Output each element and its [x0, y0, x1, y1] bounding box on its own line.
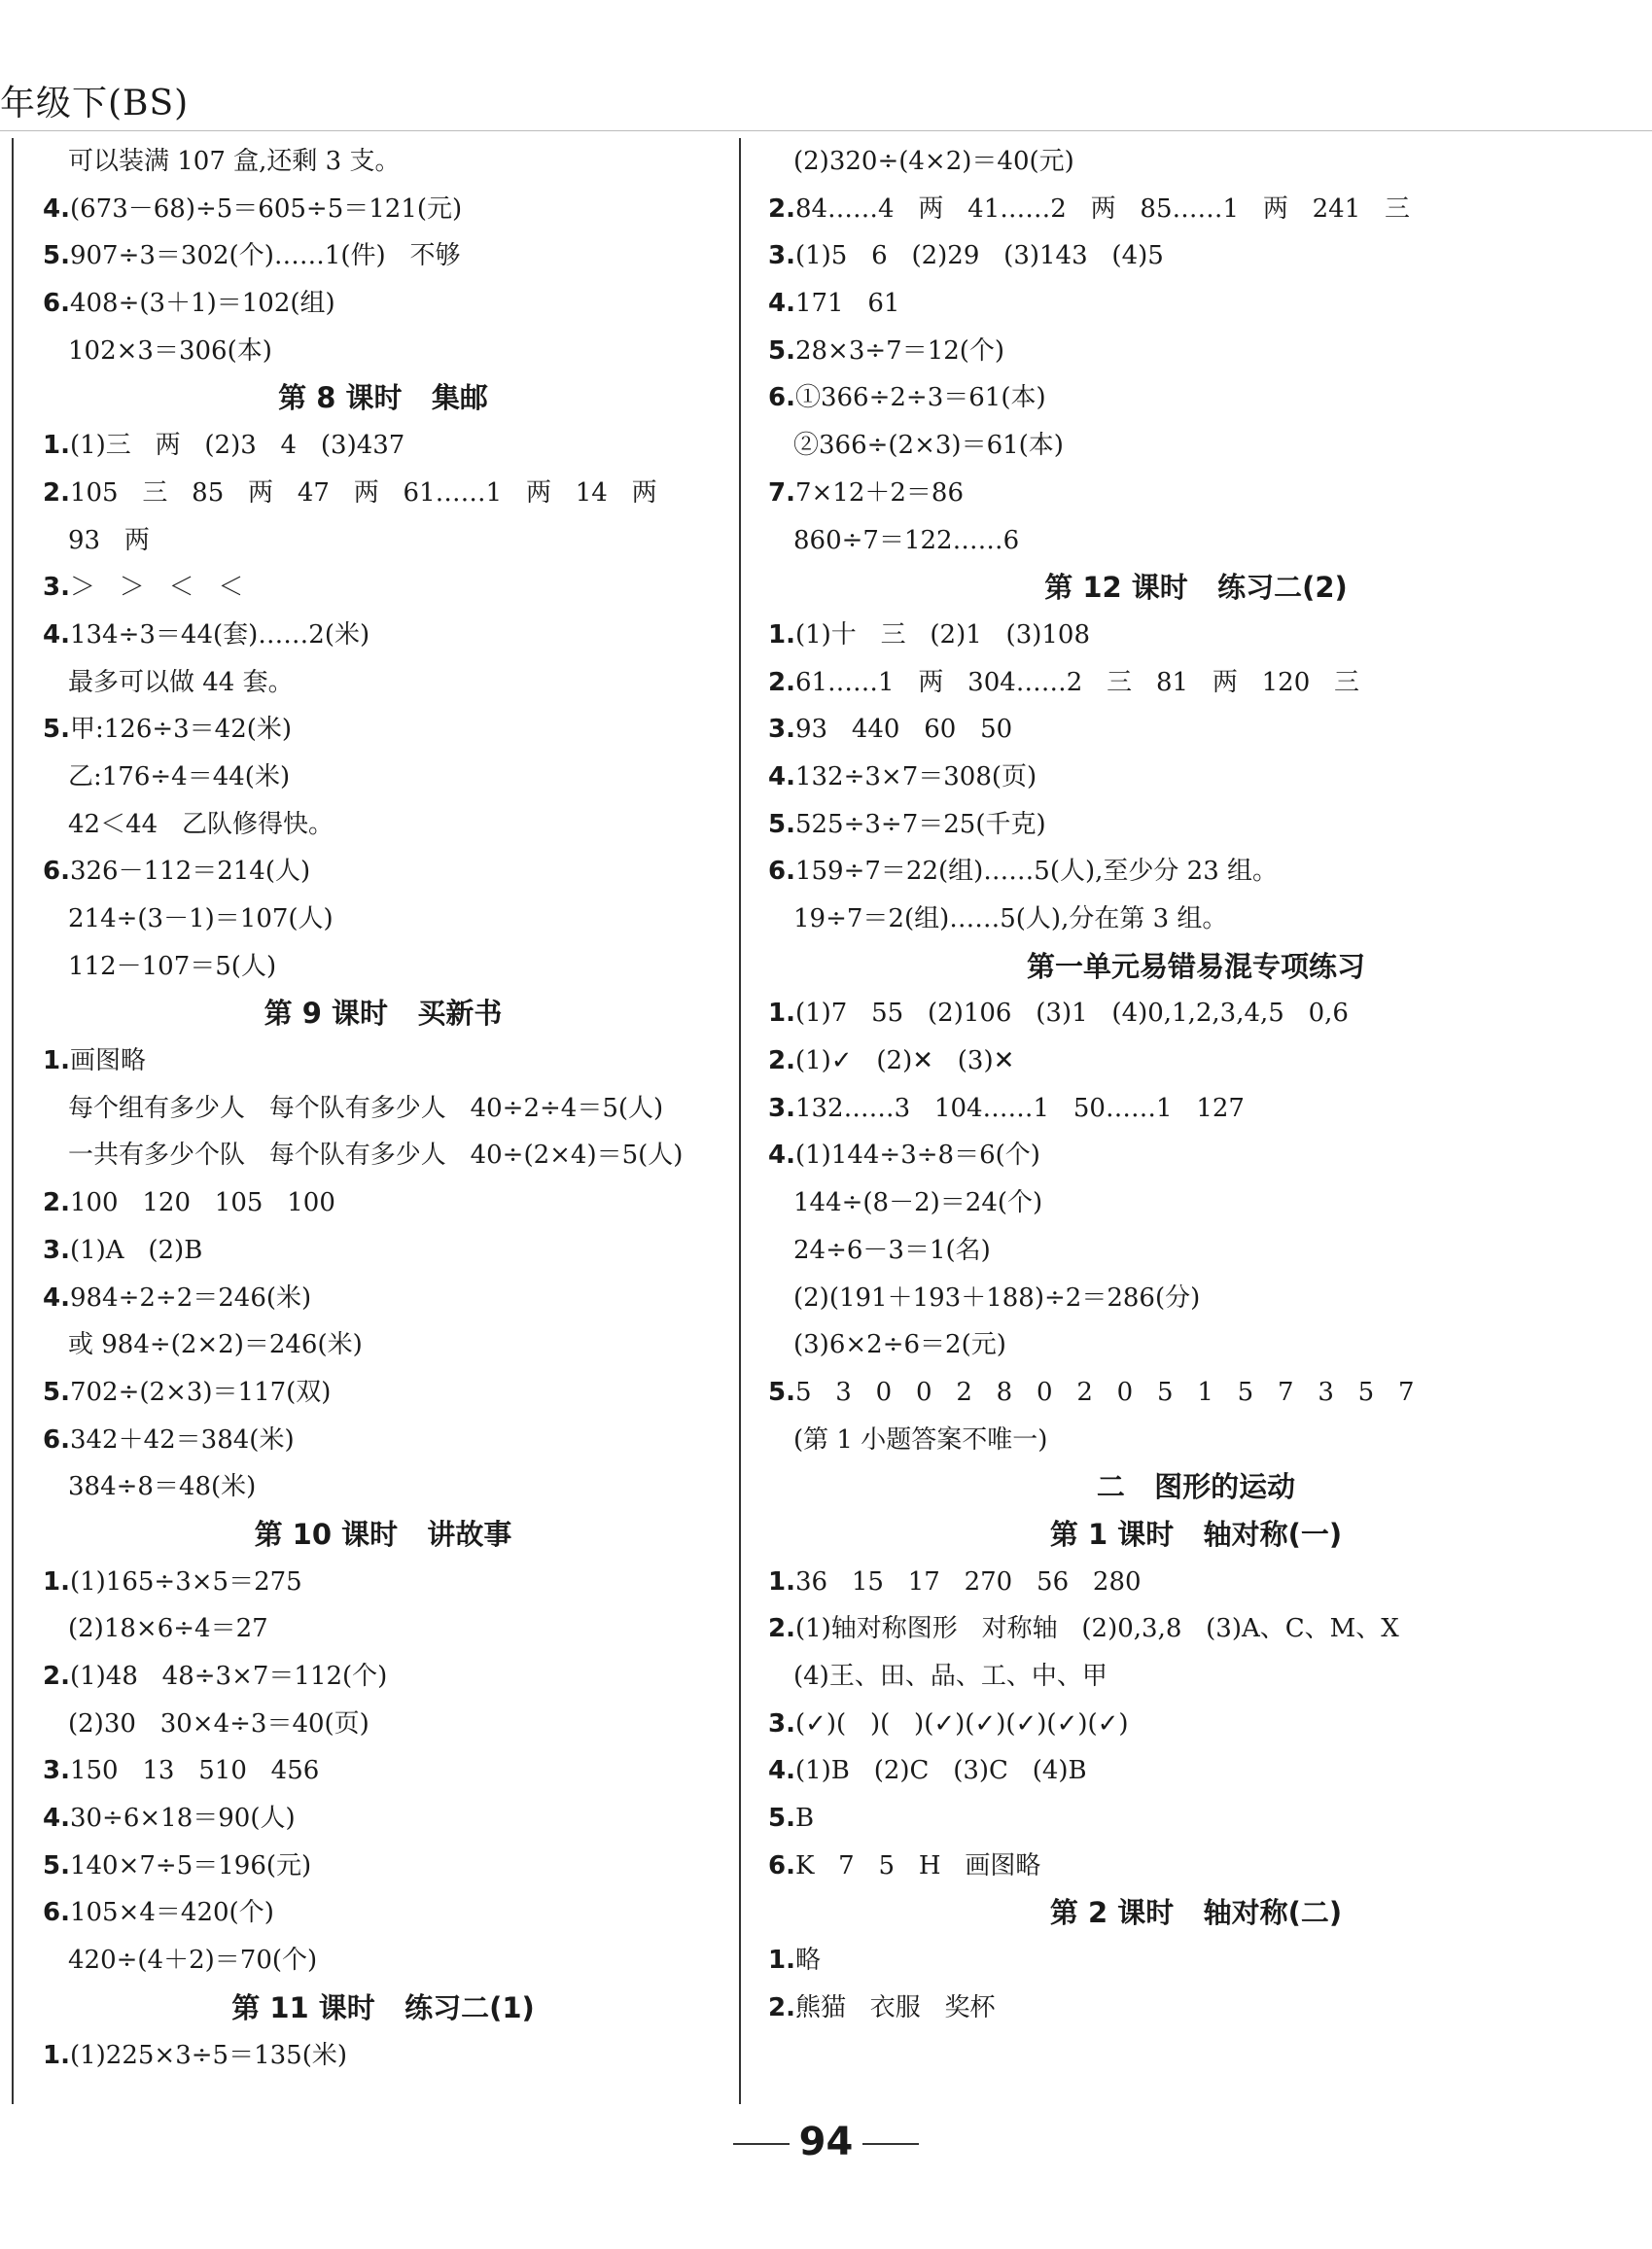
question-number: 1. [43, 1566, 70, 1597]
answer-line [43, 1747, 723, 1795]
answer-text: 19÷7＝2(组)……5(人),分在第 3 组。 [793, 904, 1228, 933]
answer-line [43, 186, 723, 233]
section-heading: 第 2 课时 轴对称(二) [1049, 1896, 1343, 1930]
question-number: 4. [43, 193, 70, 224]
question-number: 5. [43, 1850, 70, 1880]
answer-line [768, 1417, 1624, 1464]
answer-text: 画图略 [69, 1046, 146, 1076]
question-number: 5. [768, 1804, 795, 1834]
answer-text: 102×3＝306(本) [68, 335, 272, 366]
question-number: 4. [43, 1804, 70, 1834]
answer-line [43, 1463, 723, 1511]
answer-text: 525÷3÷7＝25(千克) [794, 809, 1046, 839]
section-heading: 二 图形的运动 [1096, 1470, 1296, 1504]
answer-text: 36 15 17 270 56 280 [794, 1566, 1142, 1597]
answer-line [43, 564, 723, 612]
question-number: 1. [43, 2040, 70, 2070]
answer-text: 860÷7＝122……6 [793, 525, 1020, 555]
answer-text: 150 13 510 456 [69, 1756, 320, 1786]
question-number: 2. [768, 193, 795, 224]
answer-line [768, 138, 1624, 186]
answer-text: 24÷6－3＝1(名) [793, 1235, 991, 1265]
answer-line [43, 1179, 723, 1227]
answer-line [43, 280, 723, 328]
answer-line [768, 1085, 1624, 1133]
answer-line [43, 1037, 723, 1085]
answer-line [768, 280, 1624, 328]
answer-text: 420÷(4＋2)＝70(个) [68, 1946, 318, 1976]
answer-text: 5 3 0 0 2 8 0 2 0 5 1 5 7 3 5 7 [794, 1377, 1415, 1407]
answer-line [43, 1889, 723, 1937]
answer-text: (1)48 48÷3×7＝112(个) [69, 1662, 388, 1691]
left-answer-column [43, 138, 723, 2079]
answer-text: ①366÷2÷3＝61(本) [794, 383, 1046, 413]
question-number: 3. [768, 1708, 795, 1739]
question-number: 4. [768, 1141, 795, 1171]
answer-line [768, 1701, 1624, 1748]
answer-text: (1)三 两 (2)3 4 (3)437 [69, 431, 405, 461]
question-number: 2. [768, 1614, 795, 1644]
question-number: 5. [768, 809, 795, 839]
answer-line [768, 422, 1624, 470]
answer-line [43, 706, 723, 754]
question-number: 6. [43, 857, 70, 887]
answer-text: 93 440 60 50 [794, 715, 1013, 745]
question-number: 1. [43, 431, 70, 461]
answer-text: (1)A (2)B [69, 1235, 203, 1265]
question-number: 4. [43, 1283, 70, 1313]
answer-line [768, 232, 1624, 280]
answer-text: 140×7÷5＝196(元) [69, 1850, 312, 1880]
question-number: 3. [43, 1235, 70, 1265]
question-number: 4. [768, 1756, 795, 1786]
answer-text: 61……1 两 304……2 三 81 两 120 三 [794, 667, 1360, 697]
answer-text: (1)7 55 (2)106 (3)1 (4)0,1,2,3,4,5 0,6 [794, 999, 1349, 1029]
answer-line [768, 186, 1624, 233]
section-heading: 第 9 课时 买新书 [264, 997, 503, 1031]
right-answer-column [768, 138, 1624, 2032]
answer-text: (3)6×2÷6＝2(元) [793, 1330, 1006, 1360]
column-divider [739, 138, 741, 2104]
answer-text: 100 120 105 100 [69, 1188, 335, 1218]
question-number: 6. [43, 1424, 70, 1455]
answer-text: ＞ ＞ ＜ ＜ [69, 573, 244, 603]
question-number: 3. [768, 1093, 795, 1123]
question-number: 1. [768, 1566, 795, 1597]
section-heading: 第 8 课时 集邮 [278, 381, 488, 415]
answer-line [768, 754, 1624, 801]
question-number: 4. [768, 761, 795, 791]
question-number: 2. [43, 1662, 70, 1691]
question-number: 1. [43, 1046, 70, 1076]
answer-text: 熊猫 衣服 奖杯 [794, 1992, 996, 2022]
answer-line [43, 1227, 723, 1275]
answer-line [43, 1085, 723, 1133]
answer-text: (第 1 小题答案不唯一) [793, 1424, 1048, 1455]
answer-line [768, 1985, 1624, 2032]
answer-line [768, 1653, 1624, 1701]
answer-line [768, 1132, 1624, 1179]
question-number: 3. [43, 1756, 70, 1786]
answer-text: (✓)( )( )(✓)(✓)(✓)(✓)(✓) [794, 1708, 1129, 1739]
answer-line [43, 612, 723, 659]
answer-line [43, 1369, 723, 1417]
answer-line [43, 232, 723, 280]
answer-text: ②366÷(2×3)＝61(本) [793, 431, 1064, 461]
answer-text: (2)320÷(4×2)＝40(元) [793, 147, 1074, 176]
question-number: 5. [43, 715, 70, 745]
answer-line [43, 1559, 723, 1606]
section-heading: 第 10 课时 讲故事 [254, 1517, 512, 1551]
answer-line [43, 754, 723, 801]
question-number: 3. [768, 715, 795, 745]
answer-line [43, 2032, 723, 2080]
section-heading: 第 11 课时 练习二(1) [231, 1990, 535, 2024]
answer-text: (673－68)÷5＝605÷5＝121(元) [69, 193, 463, 224]
answer-line [43, 659, 723, 707]
page-number-left-dash [733, 2143, 790, 2145]
answer-text: 907÷3＝302(个)……1(件) 不够 [69, 241, 461, 271]
answer-text: 93 两 [68, 525, 150, 555]
answer-line [768, 470, 1624, 517]
section-heading: 第 12 课时 练习二(2) [1044, 571, 1348, 605]
answer-line [768, 1179, 1624, 1227]
answer-text: 7×12＋2＝86 [794, 477, 965, 508]
answer-line [768, 848, 1624, 896]
answer-line [768, 896, 1624, 943]
question-number: 4. [768, 289, 795, 319]
answer-line [768, 1747, 1624, 1795]
answer-line [768, 517, 1624, 565]
answer-text: 112－107＝5(人) [68, 951, 277, 981]
answer-text: (1)225×3÷5＝135(米) [69, 2040, 347, 2070]
answer-line [768, 1559, 1624, 1606]
question-number: 3. [768, 241, 795, 271]
answer-text: 984÷2÷2＝246(米) [69, 1283, 312, 1313]
answer-text: (1)5 6 (2)29 (3)143 (4)5 [794, 241, 1164, 271]
answer-line [43, 1417, 723, 1464]
answer-line [43, 328, 723, 375]
answer-line [43, 138, 723, 186]
question-number: 6. [43, 289, 70, 319]
question-number: 5. [768, 335, 795, 366]
answer-text: B [794, 1804, 815, 1834]
answer-line [768, 1843, 1624, 1890]
question-number: 1. [768, 999, 795, 1029]
question-number: 6. [43, 1898, 70, 1928]
answer-text: (2)30 30×4÷3＝40(页) [68, 1708, 369, 1739]
left-margin-rule [12, 138, 14, 2104]
answer-line [43, 1701, 723, 1748]
answer-text: 28×3÷7＝12(个) [794, 335, 1005, 366]
question-number: 2. [768, 1992, 795, 2022]
page-number [0, 2120, 1652, 2164]
answer-text: 384÷8＝48(米) [68, 1472, 257, 1502]
answer-text: 或 984÷(2×2)＝246(米) [68, 1330, 363, 1360]
answer-text: 甲:126÷3＝42(米) [69, 715, 293, 745]
page-header-title: 年级下(BS) [0, 84, 190, 123]
answer-line [43, 1843, 723, 1890]
answer-line [768, 659, 1624, 707]
question-number: 5. [43, 1377, 70, 1407]
question-number: 1. [768, 1946, 795, 1976]
question-number: 3. [43, 573, 70, 603]
answer-line [768, 1227, 1624, 1275]
answer-text: 30÷6×18＝90(人) [69, 1804, 296, 1834]
answer-line [768, 1321, 1624, 1369]
answer-line [43, 470, 723, 517]
answer-line [43, 517, 723, 565]
answer-line [768, 1369, 1624, 1417]
answer-text: 乙:176÷4＝44(米) [68, 761, 291, 791]
question-number: 2. [43, 1188, 70, 1218]
answer-text: (2)18×6÷4＝27 [68, 1614, 268, 1644]
answer-line [43, 1605, 723, 1653]
question-number: 2. [43, 477, 70, 508]
page-number-right-dash [862, 2143, 919, 2145]
question-number: 2. [768, 1046, 795, 1076]
question-number: 5. [43, 241, 70, 271]
answer-text: 134÷3＝44(套)……2(米) [69, 619, 370, 650]
answer-text: 326－112＝214(人) [69, 857, 311, 887]
answer-text: 144÷(8－2)＝24(个) [793, 1188, 1043, 1218]
answer-line [768, 1937, 1624, 1985]
answer-line [43, 1275, 723, 1322]
answer-text: 可以装满 107 盒,还剩 3 支。 [68, 147, 401, 176]
answer-line [768, 1037, 1624, 1085]
answer-text: 214÷(3－1)＝107(人) [68, 904, 334, 933]
answer-text: (1)165÷3×5＝275 [69, 1566, 302, 1597]
answer-line [43, 943, 723, 991]
answer-text: K 7 5 H 画图略 [794, 1850, 1041, 1880]
answer-text: (4)王、田、品、工、中、甲 [793, 1662, 1107, 1691]
question-number: 6. [768, 383, 795, 413]
answer-line [43, 1795, 723, 1843]
page-number-value: 94 [798, 2120, 854, 2164]
question-number: 7. [768, 477, 795, 508]
answer-text: 702÷(2×3)＝117(双) [69, 1377, 332, 1407]
answer-text: 342＋42＝384(米) [69, 1424, 295, 1455]
question-number: 6. [768, 1850, 795, 1880]
answer-text: 每个组有多少人 每个队有多少人 40÷2÷4＝5(人) [68, 1093, 664, 1123]
question-number: 6. [768, 857, 795, 887]
answer-text: 42＜44 乙队修得快。 [68, 809, 334, 839]
answer-line [768, 801, 1624, 849]
answer-line [768, 1795, 1624, 1843]
answer-text: 一共有多少个队 每个队有多少人 40÷(2×4)＝5(人) [68, 1141, 684, 1171]
answer-text: 408÷(3＋1)＝102(组) [69, 289, 335, 319]
question-number: 2. [768, 667, 795, 697]
answer-line [43, 1132, 723, 1179]
answer-line [768, 612, 1624, 659]
answer-text: (1)轴对称图形 对称轴 (2)0,3,8 (3)A、C、M、X [794, 1614, 1399, 1644]
answer-line [43, 422, 723, 470]
section-heading: 第一单元易错易混专项练习 [1026, 949, 1365, 983]
answer-text: (1)144÷3÷8＝6(个) [794, 1141, 1040, 1171]
question-number: 1. [768, 619, 795, 650]
answer-text: 84……4 两 41……2 两 85……1 两 241 三 [794, 193, 1411, 224]
answer-text: 171 61 [794, 289, 900, 319]
answer-line [768, 374, 1624, 422]
answer-line [43, 1653, 723, 1701]
answer-text: 105 三 85 两 47 两 61……1 两 14 两 [69, 477, 657, 508]
answer-text: 最多可以做 44 套。 [68, 667, 294, 697]
answer-line [43, 896, 723, 943]
section-heading: 第 1 课时 轴对称(一) [1049, 1517, 1343, 1551]
answer-line [43, 1321, 723, 1369]
question-number: 4. [43, 619, 70, 650]
answer-line [768, 706, 1624, 754]
answer-text: 略 [794, 1946, 821, 1976]
answer-text: (1)十 三 (2)1 (3)108 [794, 619, 1091, 650]
answer-text: 105×4＝420(个) [69, 1898, 274, 1928]
answer-text: 159÷7＝22(组)……5(人),至少分 23 组。 [794, 857, 1279, 887]
answer-line [43, 801, 723, 849]
answer-text: (2)(191＋193＋188)÷2＝286(分) [793, 1283, 1201, 1313]
answer-line [768, 1275, 1624, 1322]
header-divider [0, 130, 1652, 131]
answer-text: (1)B (2)C (3)C (4)B [794, 1756, 1087, 1786]
answer-line [43, 848, 723, 896]
answer-text: (1)✓ (2)✕ (3)✕ [794, 1046, 1015, 1076]
answer-line [768, 328, 1624, 375]
answer-line [43, 1937, 723, 1985]
answer-line [768, 990, 1624, 1037]
answer-line [768, 1605, 1624, 1653]
answer-text: 132……3 104……1 50……1 127 [794, 1093, 1245, 1123]
answer-text: 132÷3×7＝308(页) [794, 761, 1037, 791]
question-number: 5. [768, 1377, 795, 1407]
